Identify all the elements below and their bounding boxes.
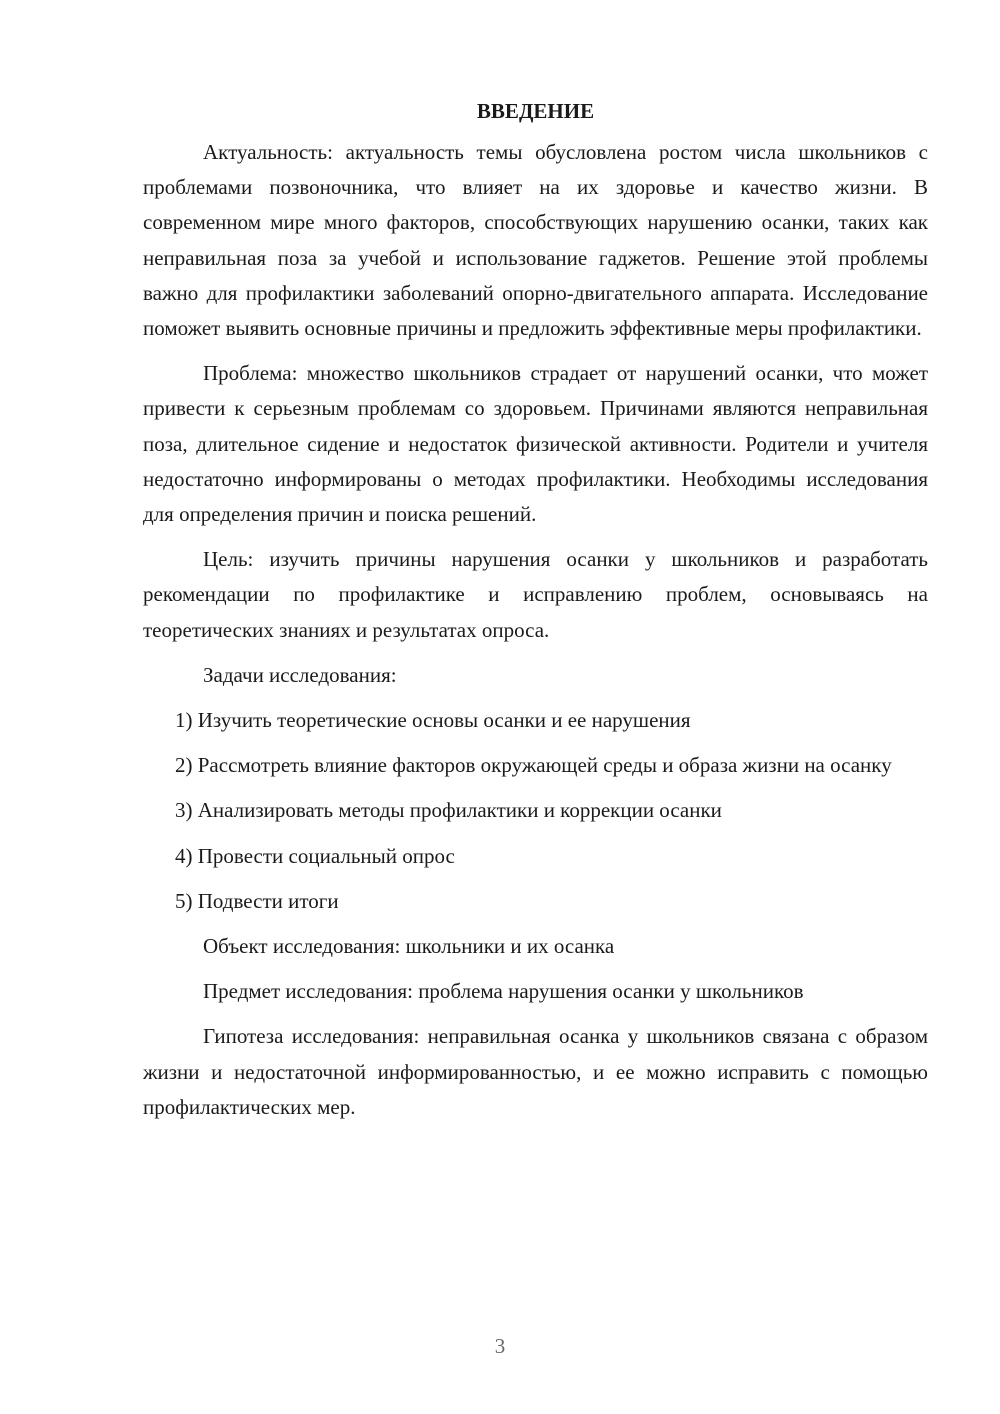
task-item: 1) Изучить теоретические основы осанки и ее нарушения — [175, 708, 691, 733]
page-number: 3 — [494, 1334, 506, 1358]
tasks-heading: Задачи исследования: — [203, 662, 397, 687]
hypothesis-paragraph: Гипотеза исследования: неправильная осанка у школьников связана с образом жизни и недостаточной информированностью, и ее можно исправить с помощью профилактических мер. — [143, 1024, 928, 1119]
goal-paragraph: Цель: изучить причины нарушения осанки у школьников и разработать рекомендации по профилактике и исправлению проблем, основываясь на теоретических знаниях и результатах опроса. — [143, 547, 928, 642]
document-page — [143, 94, 928, 1135]
problem-paragraph: Проблема: множество школьников страдает от нарушений осанки, что может привести к серьезным проблемам со здоровьем. Причинами являются неправильная поза, длительное сидение и недостаток физической активности. Родители и учителя недостаточно информированы о методах профилактики. Необходимы исследования для определения причин и поиска решений. — [143, 361, 928, 527]
task-item: 3) Анализировать методы профилактики и коррекции осанки — [175, 798, 722, 823]
object-line: Объект исследования: школьники и их осанка — [203, 934, 615, 959]
task-item: 2) Рассмотреть влияние факторов окружающей среды и образа жизни на осанку — [175, 753, 892, 778]
section-title: ВВЕДЕНИЕ — [476, 99, 595, 123]
relevance-paragraph: Актуальность: актуальность темы обусловлена ростом числа школьников с проблемами позвоночника, что влияет на их здоровье и качество жизни. В современном мире много факторов, способствующих нарушению осанки, таких как неправильная поза за учебой и использование гаджетов. Решение этой проблемы важно для профилактики заболеваний опорно-двигательного аппарата. Исследование поможет выявить основные причины и предложить эффективные меры профилактики. — [143, 140, 928, 341]
task-item: 4) Провести социальный опрос — [175, 843, 455, 868]
subject-line: Предмет исследования: проблема нарушения осанки у школьников — [203, 979, 804, 1004]
task-item: 5) Подвести итоги — [175, 888, 339, 913]
